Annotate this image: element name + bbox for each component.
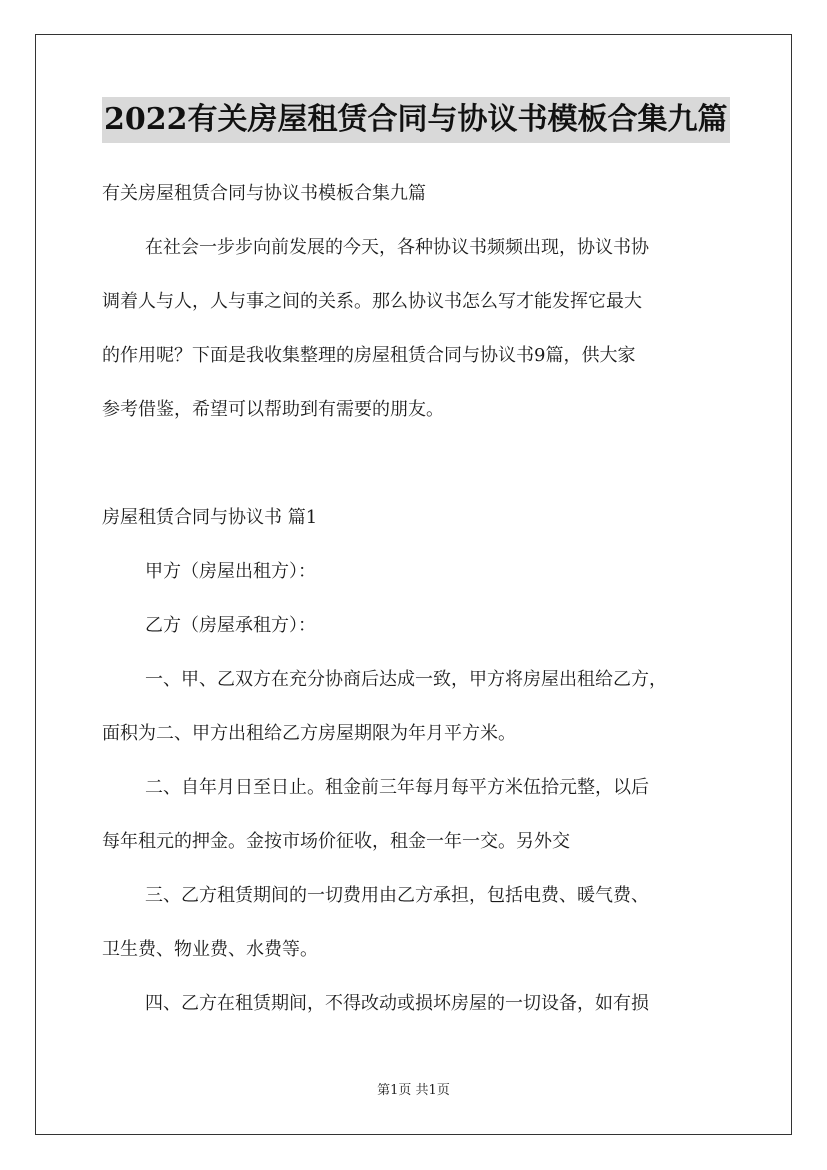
clause-1-line-2: 面积为二、甲方出租给乙方房屋期限为年月平方米。 bbox=[102, 723, 516, 744]
document-title: 2022有关房屋租赁合同与协议书模板合集九篇 bbox=[102, 97, 730, 143]
party-a-line: 甲方（房屋出租方）： bbox=[145, 561, 316, 582]
intro-line-2: 调着人与人，人与事之间的关系。那么协议书怎么写才能发挥它最大 bbox=[102, 291, 642, 312]
subtitle-line: 有关房屋租赁合同与协议书模板合集九篇 bbox=[102, 183, 426, 204]
clause-4-line-1: 四、乙方在租赁期间，不得改动或损坏房屋的一切设备，如有损 bbox=[145, 993, 649, 1014]
clause-1-line-1: 一、甲、乙双方在充分协商后达成一致，甲方将房屋出租给乙方， bbox=[145, 669, 667, 690]
party-b-line: 乙方（房屋承租方）： bbox=[145, 615, 316, 636]
clause-3-line-2: 卫生费、物业费、水费等。 bbox=[102, 939, 318, 960]
clause-2-line-1: 二、自年月日至日止。租金前三年每月每平方米伍拾元整，以后 bbox=[145, 777, 649, 798]
intro-line-4: 参考借鉴，希望可以帮助到有需要的朋友。 bbox=[102, 399, 444, 420]
clause-3-line-1: 三、乙方租赁期间的一切费用由乙方承担，包括电费、暖气费、 bbox=[145, 885, 649, 906]
intro-line-1: 在社会一步步向前发展的今天，各种协议书频频出现，协议书协 bbox=[145, 237, 649, 258]
intro-line-3: 的作用呢？下面是我收集整理的房屋租赁合同与协议书9篇，供大家 bbox=[102, 345, 636, 366]
section-heading: 房屋租赁合同与协议书 篇1 bbox=[102, 507, 318, 528]
page-footer: 第1页 共1页 bbox=[377, 1083, 450, 1098]
clause-2-line-2: 每年租元的押金。金按市场价征收，租金一年一交。另外交 bbox=[102, 831, 570, 852]
